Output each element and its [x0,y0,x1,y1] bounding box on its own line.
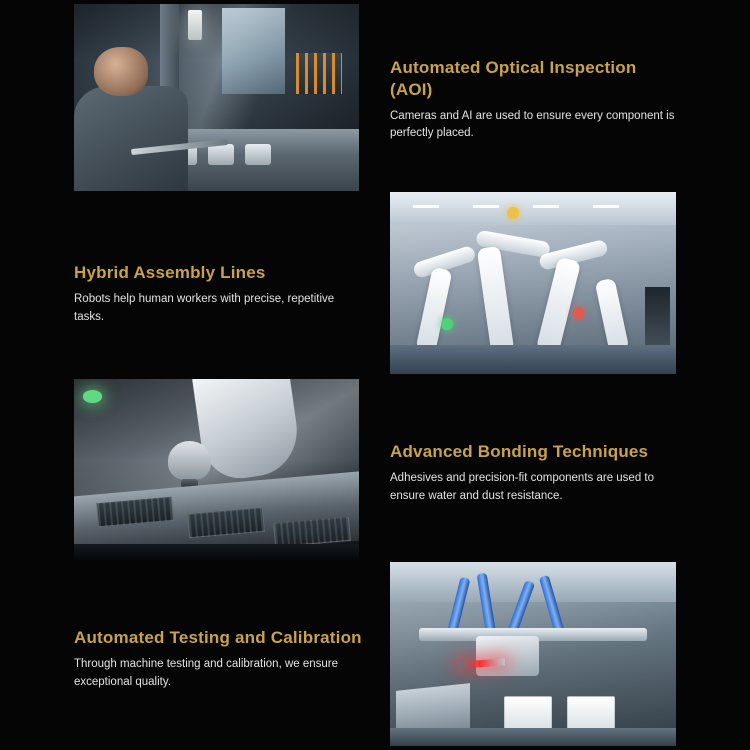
photo-technician-cnc [74,4,359,191]
photo-robot-pcb-conveyor [74,379,359,560]
photo-robot-arms-line [390,192,676,374]
section-testing-calibration-body: Through machine testing and calibration, we ensure exceptional quality. [74,657,339,688]
section-bonding-body: Adhesives and precision-fit components are used to ensure water and dust resistance. [390,471,655,502]
section-aoi-text [390,57,680,143]
section-bonding-heading: Advanced Bonding Techniques [390,442,649,461]
section-testing-calibration-heading: Automated Testing and Calibration [74,628,362,647]
section-bonding-text [390,441,682,505]
section-testing-calibration-text [74,627,364,691]
section-aoi-body: Cameras and AI are used to ensure every component is perfectly placed. [390,109,675,140]
photo-testing-machine [390,562,676,746]
section-hybrid-assembly-body: Robots help human workers with precise, repetitive tasks. [74,292,335,323]
section-aoi-heading: Automated Optical Inspection (AOI) [390,58,637,99]
section-hybrid-assembly-text [74,262,364,326]
section-hybrid-assembly-heading: Hybrid Assembly Lines [74,263,266,282]
